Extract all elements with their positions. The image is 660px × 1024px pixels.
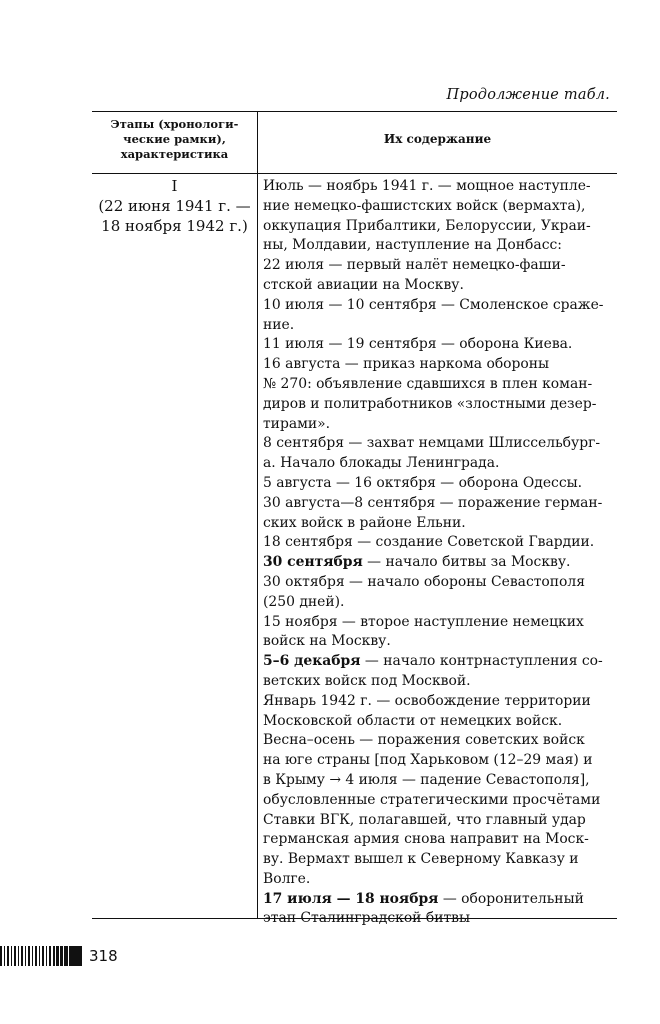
content-line: на юге страны [под Харьковом (12–29 мая) и — [263, 752, 593, 769]
barcode-stripe — [56, 946, 59, 966]
barcode-stripe — [32, 946, 33, 966]
content-line: 18 сентября — создание Советской Гвардии. — [263, 534, 595, 551]
barcode-stripe — [49, 946, 51, 966]
page-number: 318 — [89, 947, 118, 965]
content-line: диров и политработников «злостными дезер- — [263, 395, 597, 412]
barcode-stripe — [18, 946, 19, 966]
barcode-stripe — [60, 946, 63, 966]
barcode-stripe — [11, 946, 12, 966]
content-text: — начало битвы за Москву. — [362, 554, 571, 571]
barcode-stripe — [39, 946, 40, 966]
content-line: ние. — [263, 316, 295, 333]
content-line: а. Начало блокады Ленинграда. — [263, 455, 500, 472]
content-line: Весна–осень — поражения советских войск — [263, 732, 585, 749]
content-line: № 270: объявление сдавшихся в плен коман- — [263, 375, 593, 392]
content-line: оккупация Прибалтики, Белоруссии, Украи- — [263, 217, 591, 234]
content-line: Ставки ВГК, полагавшей, что главный удар — [263, 811, 586, 828]
content-line: 16 августа — приказ наркома обороны — [263, 356, 550, 373]
content-line — [263, 890, 609, 910]
content-line: Январь 1942 г. — освобождение территории — [263, 692, 591, 709]
stage-numeral: I — [171, 177, 178, 195]
content-line: 8 сентября — захват немцами Шлиссельбург- — [263, 435, 601, 452]
content-line: в Крыму → 4 июля — падение Севастополя], — [263, 771, 590, 788]
barcode-stripe — [64, 946, 68, 966]
content-line: ны, Молдавии, наступление на Донбасс: — [263, 237, 562, 254]
barcode-stripe — [46, 946, 47, 966]
content-line: обусловленные стратегическими просчётами — [263, 791, 601, 808]
stage-cell — [92, 176, 257, 236]
content-text: — начало контрнаступления со- — [360, 653, 603, 670]
barcode-stripe — [35, 946, 37, 966]
barcode-stripe — [42, 946, 44, 966]
content-line: Московской области от немецких войск. — [263, 712, 563, 729]
table-header-rule — [92, 173, 617, 174]
content-line: германская армия снова направит на Моск- — [263, 831, 589, 848]
content-line: 30 августа—8 сентября — поражение герман- — [263, 494, 603, 511]
content-line: Волге. — [263, 870, 311, 887]
bold-date: 30 сентября — [263, 554, 363, 571]
content-line: ветских войск под Москвой. — [263, 672, 471, 689]
content-line: стской авиации на Москву. — [263, 276, 464, 293]
barcode-stripe — [7, 946, 9, 966]
column-header-stages: Этапы (хронологи- ческие рамки), характеристика — [110, 117, 239, 161]
barcode-stripe — [53, 946, 55, 966]
content-line — [263, 553, 609, 573]
history-table — [92, 111, 617, 927]
content-line: 30 октября — начало обороны Севастополя — [263, 573, 585, 590]
stage-dates-line: (22 июня 1941 г. — — [98, 197, 251, 215]
content-line: (250 дней). — [263, 593, 345, 610]
content-text: — оборонительный — [438, 890, 584, 907]
content-line: войск на Москву. — [263, 633, 391, 650]
content-line: этап Сталинградской битвы — [263, 910, 471, 927]
bold-date: 17 июля — 18 ноября — [263, 890, 439, 907]
page-edge-barcode — [0, 946, 82, 966]
content-line: 11 июля — 19 сентября — оборона Киева. — [263, 336, 573, 353]
barcode-stripe — [4, 946, 5, 966]
stage-dates-line: 18 ноября 1942 г.) — [101, 217, 248, 235]
content-line: Июль — ноябрь 1941 г. — мощное наступле- — [263, 178, 591, 194]
stage-content-cell — [263, 177, 609, 929]
barcode-stripe — [0, 946, 2, 966]
bold-date: 5–6 декабря — [263, 653, 361, 670]
content-line: ских войск в районе Ельни. — [263, 514, 466, 531]
column-header-content: Их содержание — [383, 132, 492, 146]
barcode-stripe — [69, 946, 82, 966]
barcode-stripe — [21, 946, 23, 966]
column-divider — [257, 111, 258, 919]
barcode-stripe — [28, 946, 30, 966]
content-line: 22 июля — первый налёт немецко-фаши- — [263, 257, 566, 274]
content-line: ние немецко-фашистских войск (вермахта), — [263, 197, 586, 214]
table-top-rule — [92, 111, 617, 112]
barcode-stripe — [14, 946, 16, 966]
content-line: 5 августа — 16 октября — оборона Одессы. — [263, 474, 583, 491]
barcode-stripe — [25, 946, 26, 966]
table-continuation-label: Продолжение табл. — [446, 87, 610, 103]
content-line — [263, 652, 609, 672]
content-line: 15 ноября — второе наступление немецких — [263, 613, 584, 630]
content-line: ву. Вермахт вышел к Северному Кавказу и — [263, 851, 579, 868]
content-line: 10 июля — 10 сентября — Смоленское сраже- — [263, 296, 604, 313]
content-line: тирами». — [263, 415, 331, 432]
